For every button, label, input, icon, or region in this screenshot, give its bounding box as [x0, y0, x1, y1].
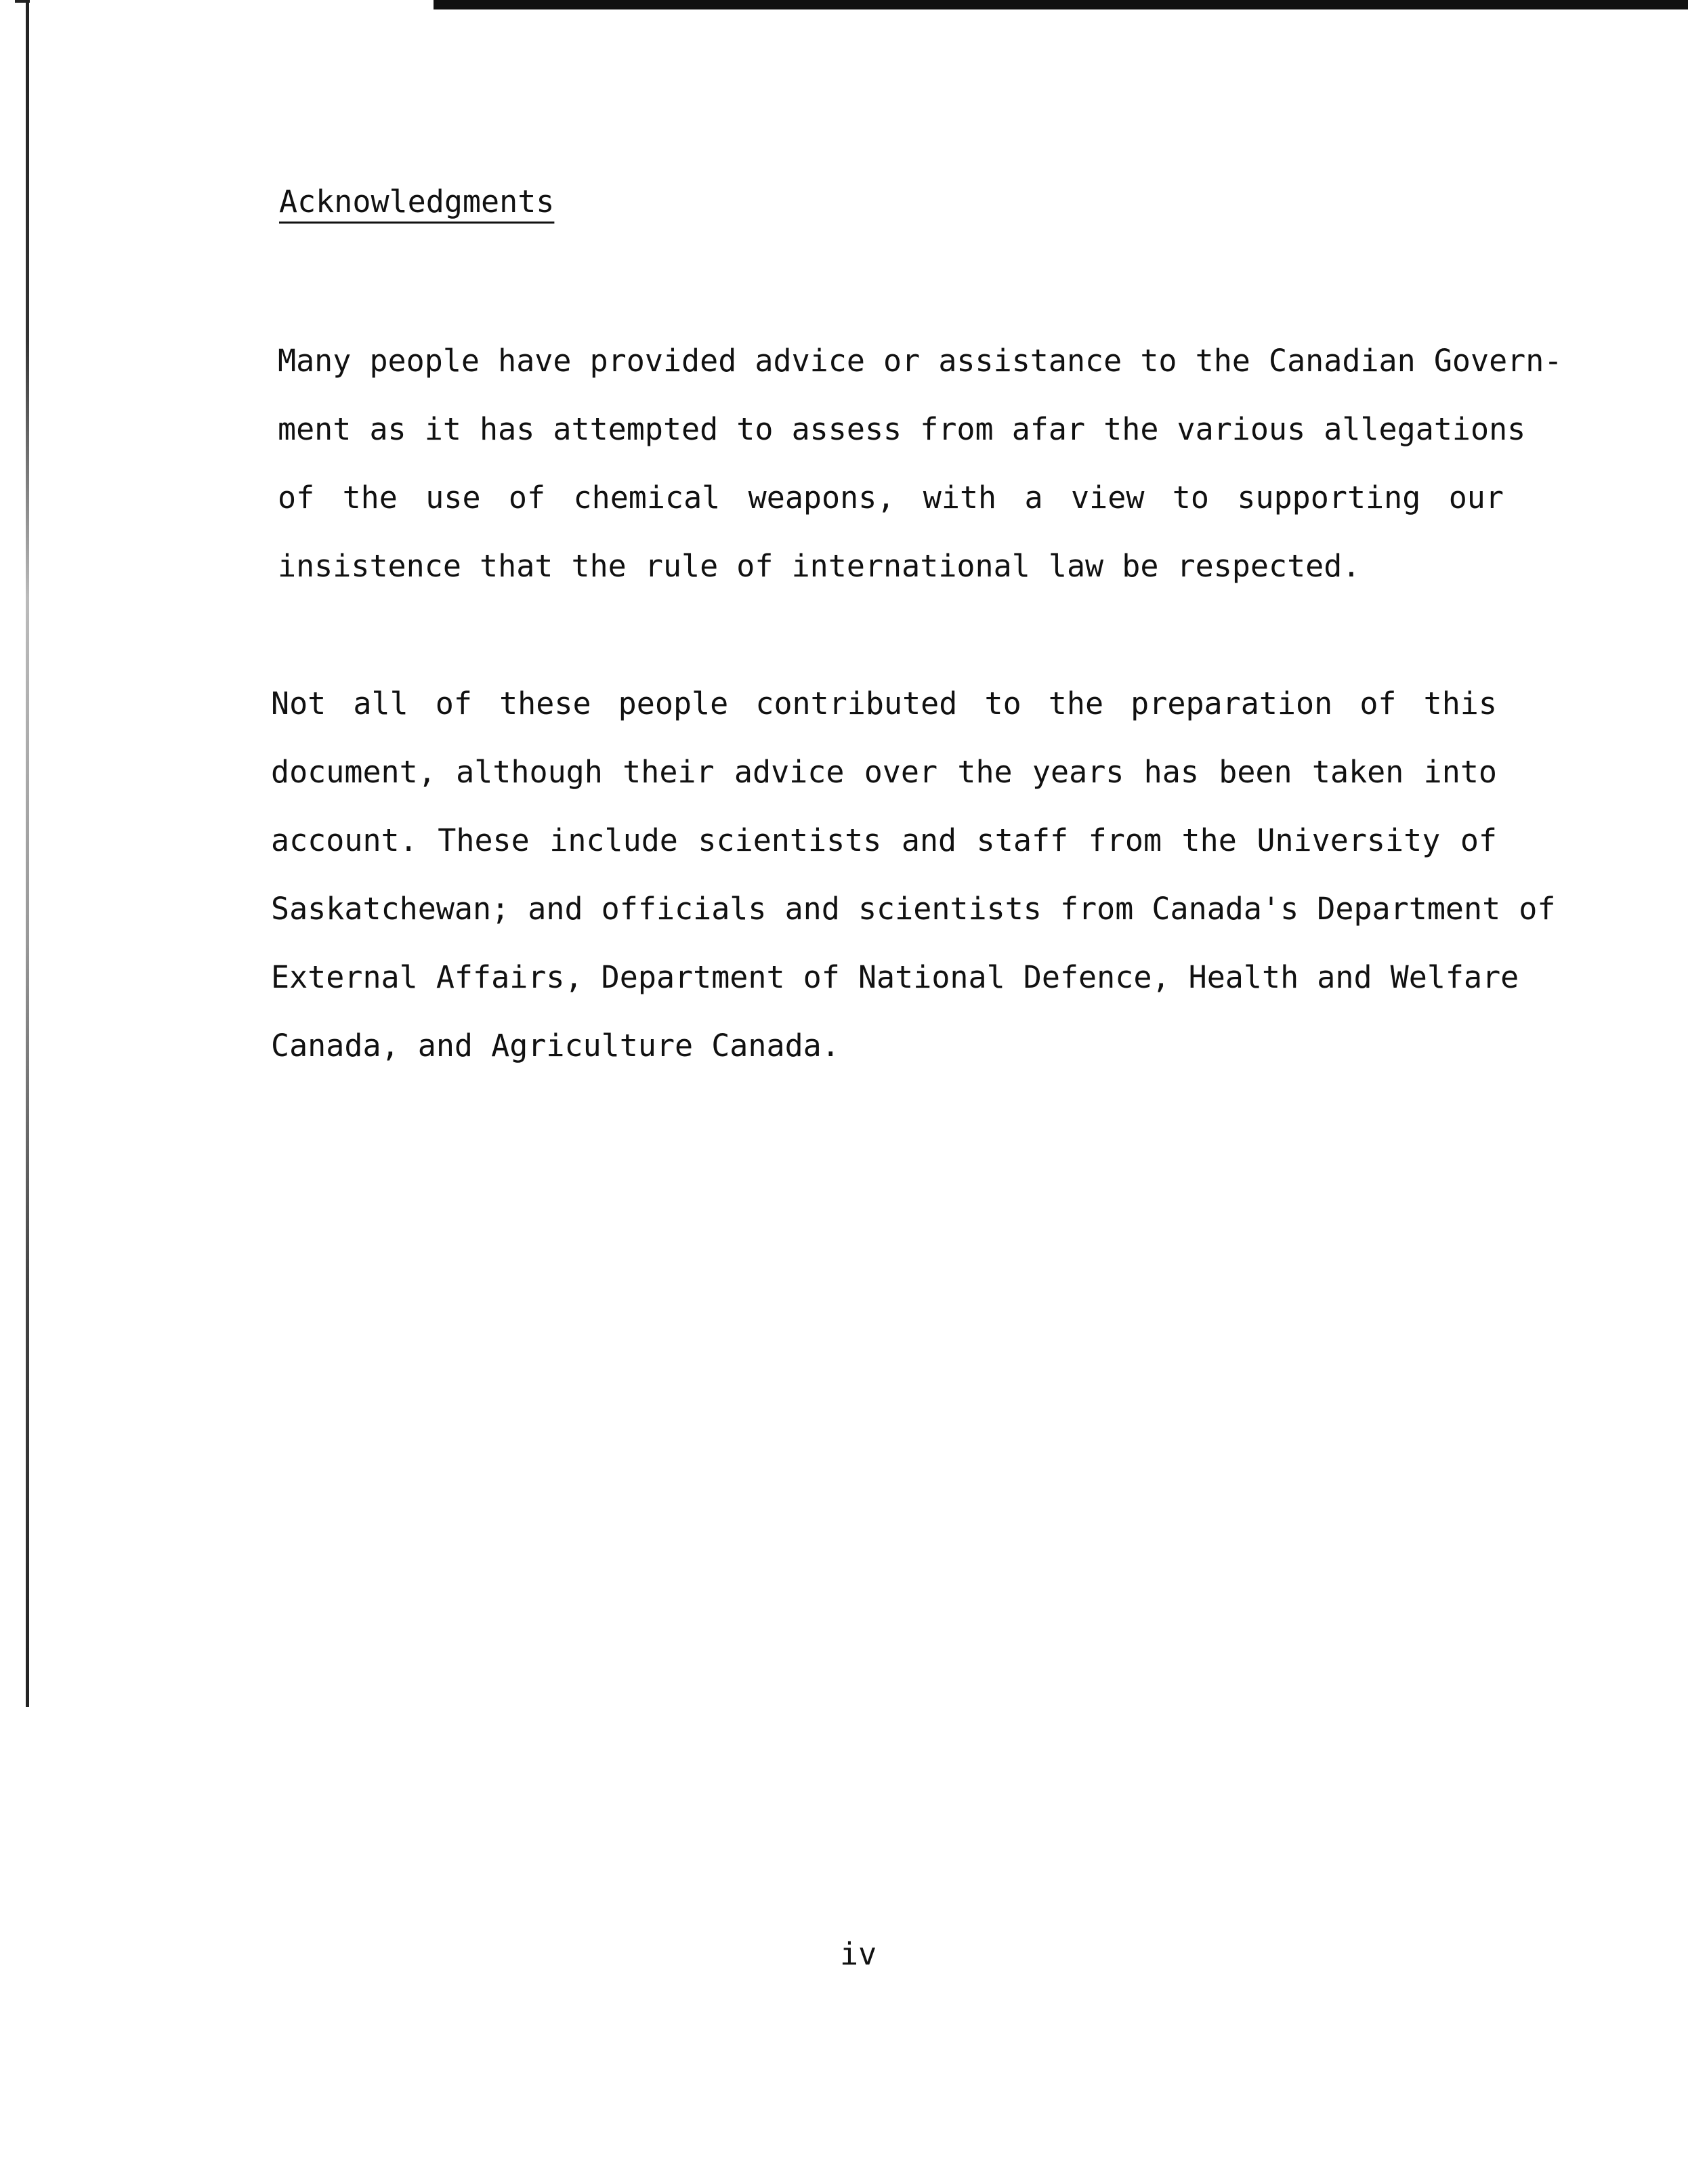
paragraph-2-line-2: document, although their advice over the years has been taken into	[271, 754, 1497, 790]
paragraph-2-line-6: Canada, and Agriculture Canada.	[271, 1028, 840, 1064]
acknowledgments-paragraph-1	[278, 327, 1563, 600]
page-number: iv	[840, 1936, 877, 1972]
scan-top-border	[434, 0, 1688, 9]
paragraph-1-line-4: insistence that the rule of international law be respected.	[278, 548, 1361, 584]
acknowledgments-paragraph-2	[271, 669, 1556, 1080]
paragraph-2-line-5: External Affairs, Department of National Defence, Health and Welfare	[271, 959, 1519, 995]
page-heading: Acknowledgments	[279, 184, 555, 219]
scan-left-border	[26, 0, 29, 1707]
paragraph-2-line-4: Saskatchewan; and officials and scientists from Canada's Department of	[271, 891, 1556, 927]
paragraph-1-line-3: of the use of chemical weapons, with a view to supporting our	[278, 480, 1504, 516]
paragraph-1-line-1: Many people have provided advice or assistance to the Canadian Govern-	[278, 343, 1563, 379]
paragraph-2-line-3: account. These include scientists and staff from the University of	[271, 822, 1497, 858]
paragraph-1-line-2: ment as it has attempted to assess from afar the various allegations	[278, 411, 1526, 447]
paragraph-2-line-1: Not all of these people contributed to the preparation of this	[271, 686, 1497, 721]
